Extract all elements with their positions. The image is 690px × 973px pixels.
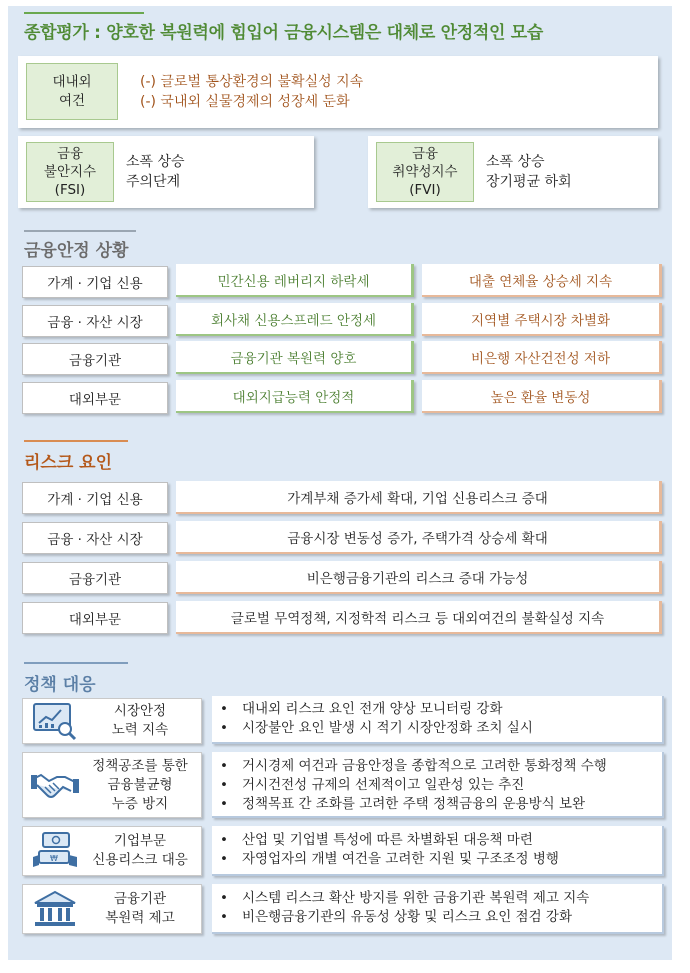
policy-item-text: 거시건전성 규제의 선제적이고 일관성 있는 추진 [242, 777, 525, 793]
external-conditions-items [140, 72, 363, 112]
risk-row-label: 금융 · 자산 시장 [22, 522, 168, 554]
external-conditions-label [26, 63, 118, 120]
policy-group-label [22, 698, 202, 744]
risk-text-cell: 가계부채 증가세 확대, 기업 신용리스크 증대 [176, 481, 662, 514]
fvi-box [368, 136, 658, 208]
policy-item [220, 719, 662, 738]
fvi-value-line: 소폭 상승 [486, 154, 545, 170]
label-line: 금융 [411, 146, 439, 162]
policy-item [220, 776, 662, 795]
bullet: • [220, 720, 228, 736]
svg-text:₩: ₩ [50, 854, 58, 863]
fvi-value-line: 장기평균 하회 [486, 174, 572, 190]
policy-item [220, 757, 662, 776]
bullet: • [220, 890, 228, 906]
fsi-value-line: 주의단계 [126, 174, 181, 190]
stability-negative-cell: 비은행 자산건전성 저하 [422, 341, 662, 374]
bank-building-icon [31, 889, 79, 929]
risk-text-cell: 금융시장 변동성 증가, 주택가격 상승세 확대 [176, 521, 662, 554]
bullet: • [220, 851, 228, 867]
external-conditions-box [18, 56, 658, 128]
policy-group-label [22, 884, 202, 934]
stability-positive-cell: 대외지급능력 안정적 [176, 380, 414, 413]
risk-text-cell: 글로벌 무역정책, 지정학적 리스크 등 대외여건의 불확실성 지속 [176, 601, 662, 634]
policy-group-label [22, 752, 202, 818]
fvi-value [486, 152, 572, 192]
fsi-value-line: 소폭 상승 [126, 154, 185, 170]
policy-title: 정책 대응 [24, 675, 96, 695]
summary-title: 종합평가 : 양호한 복원력에 힘입어 금융시스템은 대체로 안정적인 모습 [24, 23, 543, 43]
policy-item [220, 795, 662, 814]
policy-item [220, 889, 662, 908]
policy-item-text: 거시경제 여건과 금융안정을 종합적으로 고려한 통화정책 수행 [242, 758, 607, 774]
policy-group-title [79, 757, 201, 814]
label-line: 기업부문 [113, 833, 167, 849]
market-monitoring-icon [31, 701, 79, 741]
label-line: 시장안정 [113, 703, 167, 719]
stability-negative-cell: 높은 환율 변동성 [422, 380, 662, 413]
stability-positive-cell: 금융기관 복원력 양호 [176, 341, 414, 374]
policy-group-title [79, 702, 201, 740]
policy-items [212, 826, 664, 876]
policy-item-text: 시스템 리스크 확산 방지를 위한 금융기관 복원력 제고 지속 [242, 890, 590, 906]
policy-item-text: 시장불안 요인 발생 시 적기 시장안정화 조치 실시 [242, 720, 533, 736]
stability-accent-line [24, 230, 136, 232]
label-line: 정책공조를 통한 [92, 757, 188, 774]
policy-group-label [22, 826, 202, 876]
title-accent-line [24, 12, 144, 14]
label-line: 누증 방지 [111, 795, 169, 812]
policy-item-text: 자영업자의 개별 여건을 고려한 지원 및 구조조정 병행 [242, 851, 559, 867]
policy-item [220, 831, 662, 850]
policy-item [220, 908, 662, 927]
label-line: 금융기관 [113, 891, 167, 907]
risk-row-label: 금융기관 [22, 562, 168, 594]
fsi-box [18, 136, 314, 208]
risk-row-label: 가계 · 기업 신용 [22, 482, 168, 514]
policy-items [212, 696, 664, 744]
fvi-label [376, 142, 474, 202]
stability-row-label: 대외부문 [22, 382, 168, 414]
policy-items [212, 752, 664, 818]
money-hands-icon [31, 831, 79, 871]
fsi-label [26, 142, 114, 202]
fsi-value [126, 152, 185, 192]
policy-item [220, 700, 662, 719]
risk-title: 리스크 요인 [24, 453, 113, 473]
stability-positive-cell: 민간신용 레버리지 하락세 [176, 264, 414, 297]
risk-accent-line [24, 440, 128, 442]
bullet: • [220, 832, 228, 848]
bullet: • [220, 758, 228, 774]
label-line: 금융불균형 [107, 776, 173, 793]
label-line: 불안지수 [43, 164, 97, 180]
label-line: 금융 [56, 146, 84, 162]
stability-negative-cell: 지역별 주택시장 차별화 [422, 303, 662, 336]
policy-item-text: 정책목표 간 조화를 고려한 주택 정책금융의 운용방식 보완 [242, 796, 586, 812]
bullet: • [220, 909, 228, 925]
policy-items [212, 884, 664, 934]
label-line: (FVI) [409, 182, 441, 198]
report-panel [8, 6, 672, 960]
policy-item-text: 대내외 리스크 요인 전개 양상 모니터링 강화 [242, 701, 503, 717]
policy-item-text: 비은행금융기관의 유동성 상황 및 리스크 요인 점검 강화 [242, 909, 572, 925]
stability-row-label: 가계 · 기업 신용 [22, 266, 168, 298]
bullet: • [220, 777, 228, 793]
stability-positive-cell: 회사채 신용스프레드 안정세 [176, 303, 414, 336]
policy-item [220, 850, 662, 869]
label-line: (FSI) [54, 182, 86, 198]
policy-group-title [79, 832, 201, 870]
risk-row-label: 대외부문 [22, 602, 168, 634]
policy-accent-line [24, 662, 128, 664]
stability-title: 금융안정 상황 [24, 241, 129, 261]
bullet: • [220, 701, 228, 717]
label-line: 대내외 [52, 73, 92, 90]
handshake-icon [31, 765, 79, 805]
external-item: (-) 글로벌 통상환경의 불확실성 지속 [140, 74, 364, 90]
risk-text-cell: 비은행금융기관의 리스크 증대 가능성 [176, 561, 662, 594]
label-line: 취약성지수 [392, 164, 458, 180]
stability-negative-cell: 대출 연체율 상승세 지속 [422, 264, 662, 297]
bullet: • [220, 796, 228, 812]
external-item: (-) 국내외 실물경제의 성장세 둔화 [140, 94, 350, 110]
label-line: 여건 [58, 92, 86, 109]
policy-item-text: 산업 및 기업별 특성에 따른 차별화된 대응책 마련 [242, 832, 533, 848]
label-line: 복원력 제고 [105, 910, 175, 926]
label-line: 신용리스크 대응 [92, 852, 188, 868]
stability-row-label: 금융기관 [22, 343, 168, 375]
stability-row-label: 금융 · 자산 시장 [22, 305, 168, 337]
policy-group-title [79, 890, 201, 928]
label-line: 노력 지속 [111, 722, 169, 738]
